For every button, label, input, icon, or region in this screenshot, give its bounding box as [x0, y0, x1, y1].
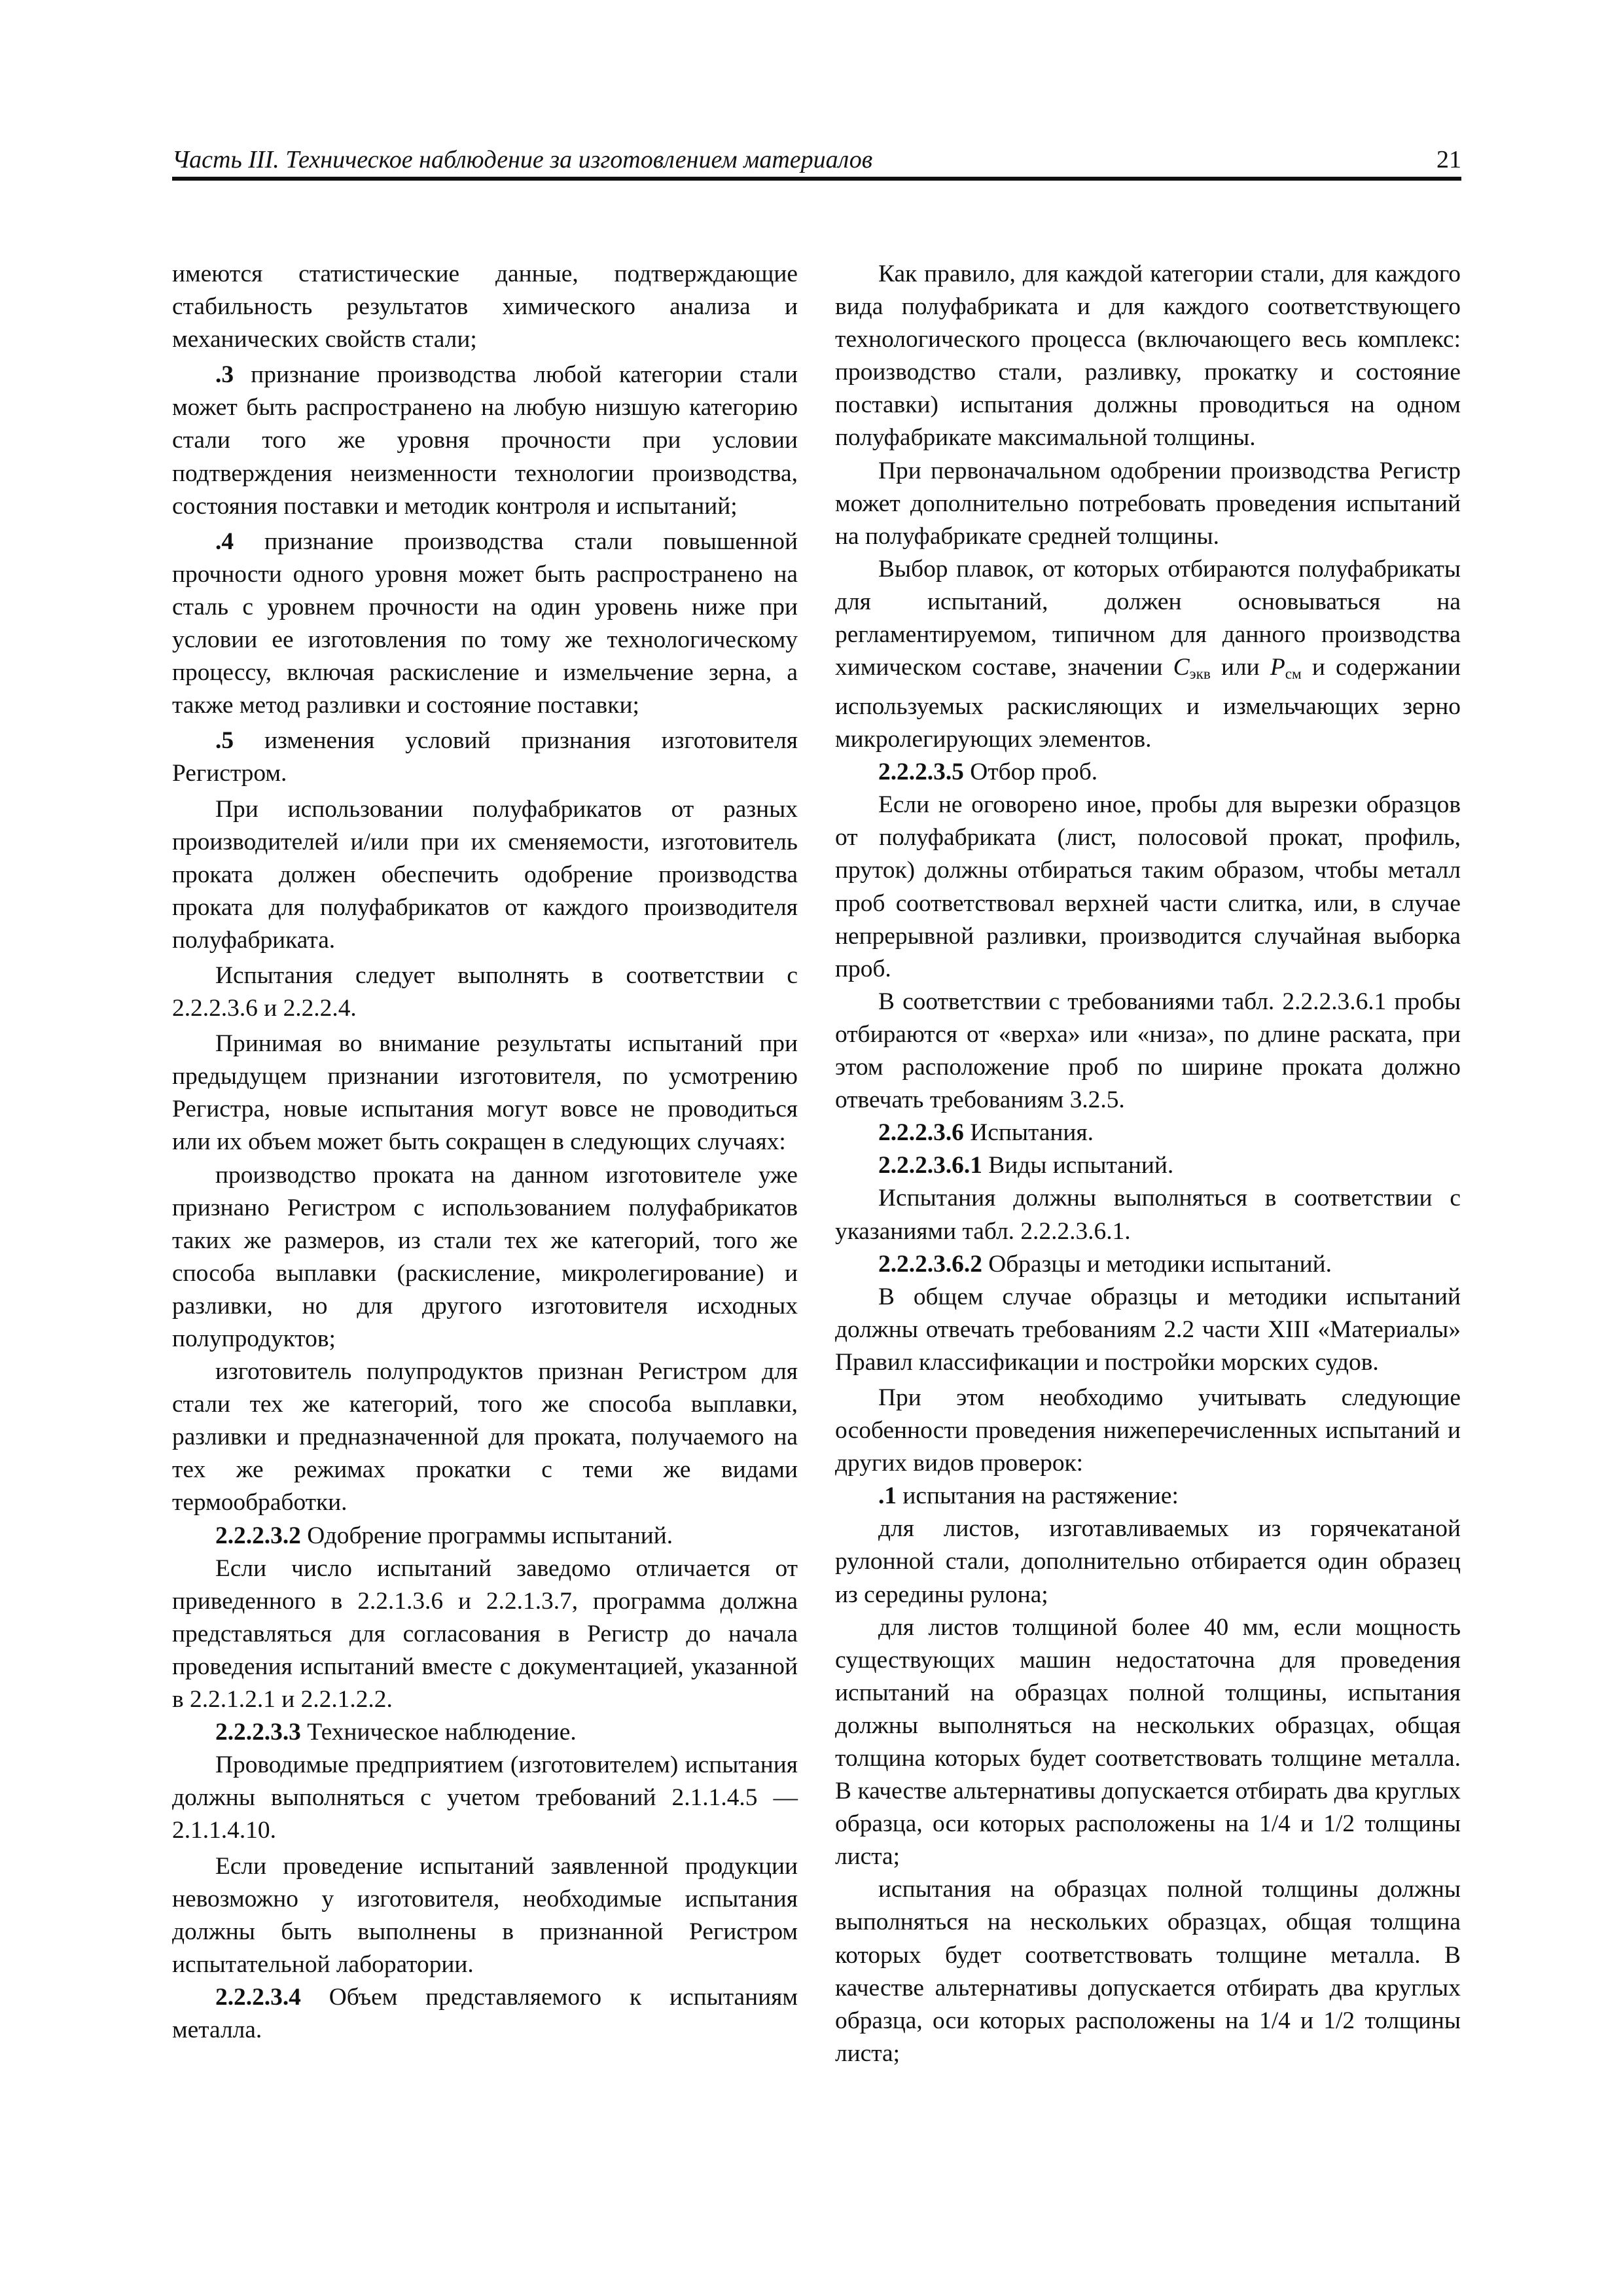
section-title: Отбор проб. [963, 759, 1098, 786]
left-column [172, 258, 798, 2047]
item-text: признание производства любой категории стали может быть распространено на любую низшую категорию стали того же уровня прочности при условии подтверждения неизменности технологии производства, состояния поставки и методик контроля и испытаний; [172, 361, 798, 520]
section-heading [835, 1117, 1461, 1149]
section-number: 2.2.2.3.2 [215, 1522, 301, 1549]
section-heading [835, 1149, 1461, 1182]
section-title: Испытания. [963, 1119, 1094, 1147]
ceq-symbol: C [1173, 654, 1190, 681]
list-item [172, 526, 798, 723]
section-title: Виды испытаний. [982, 1152, 1174, 1179]
paragraph: Испытания должны выполняться в соответствии с указаниями табл. 2.2.2.3.6.1. [835, 1185, 1461, 1245]
section-heading [835, 756, 1461, 789]
paragraph: Если число испытаний заведомо отличается от приведенного в 2.2.1.3.6 и 2.2.1.3.7, программа должна представляться для согласования в Регистр до начала проведения испытаний вместе с документацией, указанной в 2.2.1.2.1 и 2.2.1.2.2. [172, 1554, 798, 1713]
running-title: Часть III. Техническое наблюдение за изготовлением материалов [172, 146, 873, 173]
paragraph: производство проката на данном изготовителе уже признано Регистром с использованием полуфабрикатов таких же размеров, из стали тех же категорий, того же способа выплавки (раскисление, микролегирование) и разливки, но для другого изготовителя исходных полупродуктов; [172, 1161, 798, 1352]
paragraph: Испытания следует выполнять в соответствии с 2.2.2.3.6 и 2.2.2.4. [172, 961, 798, 1022]
paragraph: Проводимые предприятием (изготовителем) испытания должны выполняться с учетом требований 2.1.1.4.5 — 2.1.1.4.10. [172, 1751, 798, 1844]
item-number: .4 [215, 528, 234, 555]
ceq-subscript: экв [1189, 665, 1211, 683]
section-heading [172, 1716, 798, 1749]
section-number: 2.2.2.3.6 [878, 1119, 964, 1147]
section-number: 2.2.2.3.5 [878, 759, 964, 786]
pcm-subscript: см [1285, 665, 1302, 683]
paragraph: Если не оговорено иное, пробы для вырезки образцов от полуфабриката (лист, полосовой прокат, профиль, пруток) должны отбираться таким образом, чтобы металл проб соответствовал верхней части слитка, или, в случае непрерывной разливки, производится случайная выборка проб. [835, 791, 1461, 982]
paragraph: для листов толщиной более 40 мм, если мощность существующих машин недостаточна для проведения испытаний на образцах полной толщины, испытания должны выполняться на нескольких образцах, общая толщина которых будет соответствовать толщине металла. В качестве альтернативы допускается отбирать два круглых образца, оси которых расположены на 1/4 и 1/2 толщины листа; [835, 1613, 1461, 1871]
page-number: 21 [1436, 146, 1461, 173]
paragraph-text: Выбор плавок, от которых отбираются полуфабрикаты для испытаний, должен основываться на регламентируемом, типичном для данного производства химическом составе, значении [835, 555, 1461, 681]
section-number: 2.2.2.3.6.1 [878, 1152, 982, 1179]
right-column [835, 258, 1461, 2070]
paragraph: Если проведение испытаний заявленной продукции невозможно у изготовителя, необходимые испытания должны быть выполнены в признанной Регистром испытательной лаборатории. [172, 1852, 798, 1978]
section-title: Образцы и методики испытаний. [982, 1250, 1332, 1278]
paragraph: В общем случае образцы и методики испытаний должны отвечать требованиям 2.2 части XIII «Материалы» Правил классификации и постройки морских судов. [835, 1283, 1461, 1376]
paragraph-text: или [1210, 654, 1270, 681]
item-text: испытания на растяжение: [897, 1482, 1179, 1510]
paragraph: В соответствии с требованиями табл. 2.2.2.3.6.1 пробы отбираются от «верха» или «низа», по длине раската, при этом расположение проб по ширине проката должно отвечать требованиям 3.2.5. [835, 988, 1461, 1114]
section-number: 2.2.2.3.4 [215, 1983, 301, 2011]
list-item [172, 359, 798, 522]
paragraph: имеются статистические данные, подтверждающие стабильность результатов химического анализа и механических свойств стали; [172, 260, 798, 353]
list-item [835, 1480, 1461, 1513]
paragraph: испытания на образцах полной толщины должны выполняться на нескольких образцах, общая толщина которых будет соответствовать толщине металла. В качестве альтернативы допускается отбирать два круглых образца, оси которых расположены на 1/4 и 1/2 толщины листа; [835, 1876, 1461, 2067]
section-title: Техническое наблюдение. [300, 1719, 577, 1746]
paragraph: При этом необходимо учитывать следующие особенности проведения нижеперечисленных испытаний и других видов проверок: [835, 1384, 1461, 1477]
section-title: Одобрение программы испытаний. [300, 1522, 673, 1549]
section-title: Объем представляемого к испытаниям металла. [172, 1983, 798, 2043]
item-number: .1 [878, 1482, 897, 1510]
paragraph: При использовании полуфабрикатов от разных производителей и/или при их сменяемости, изготовитель проката должен обеспечить одобрение производства проката для полуфабрикатов от каждого производителя полуфабриката. [172, 795, 798, 954]
pcm-symbol: P [1270, 654, 1285, 681]
section-heading [835, 1248, 1461, 1281]
item-text: изменения условий признания изготовителя Регистром. [172, 727, 798, 787]
header-divider [172, 177, 1461, 181]
section-number: 2.2.2.3.6.2 [878, 1250, 982, 1278]
section-number: 2.2.2.3.3 [215, 1719, 301, 1746]
item-text: признание производства стали повышенной прочности одного уровня может быть распространено на сталь с уровнем прочности на один уровень ниже при условии ее изготовления по тому же технологическому процессу, включая раскисление и измельчение зерна, а также метод разливки и состояние поставки; [172, 528, 798, 719]
item-number: .5 [215, 727, 234, 755]
paragraph: для листов, изготавливаемых из горячекатаной рулонной стали, дополнительно отбирается один образец из середины рулона; [835, 1515, 1461, 1608]
paragraph: Как правило, для каждой категории стали, для каждого вида полуфабриката и для каждого соответствующего технологического процесса (включающего весь комплекс: производство стали, разливку, прокатку и состояние поставки) испытания должны проводиться на одном полуфабрикате максимальной толщины. [835, 260, 1461, 452]
section-heading [172, 1520, 798, 1552]
paragraph: изготовитель полупродуктов признан Регистром для стали тех же категорий, того же способа выплавки, разливки и предназначенной для проката, получаемого на тех же режимах прокатки с теми же видами термообработки. [172, 1358, 798, 1516]
paragraph: При первоначальном одобрении производства Регистр может дополнительно потребовать проведения испытаний на полуфабрикате средней толщины. [835, 457, 1461, 550]
section-heading [172, 1981, 798, 2047]
list-item [172, 725, 798, 790]
paragraph [835, 553, 1461, 756]
paragraph: Принимая во внимание результаты испытаний при предыдущем признании изготовителя, по усмотрению Регистра, новые испытания могут вовсе не проводиться или их объем может быть сокращен в следующих случаях: [172, 1030, 798, 1156]
item-number: .3 [215, 361, 234, 389]
page-header [172, 144, 1461, 177]
paragraph-text: и содержании используемых раскисляющих и измельчающих зерно микролегирующих элементов. [835, 654, 1461, 753]
